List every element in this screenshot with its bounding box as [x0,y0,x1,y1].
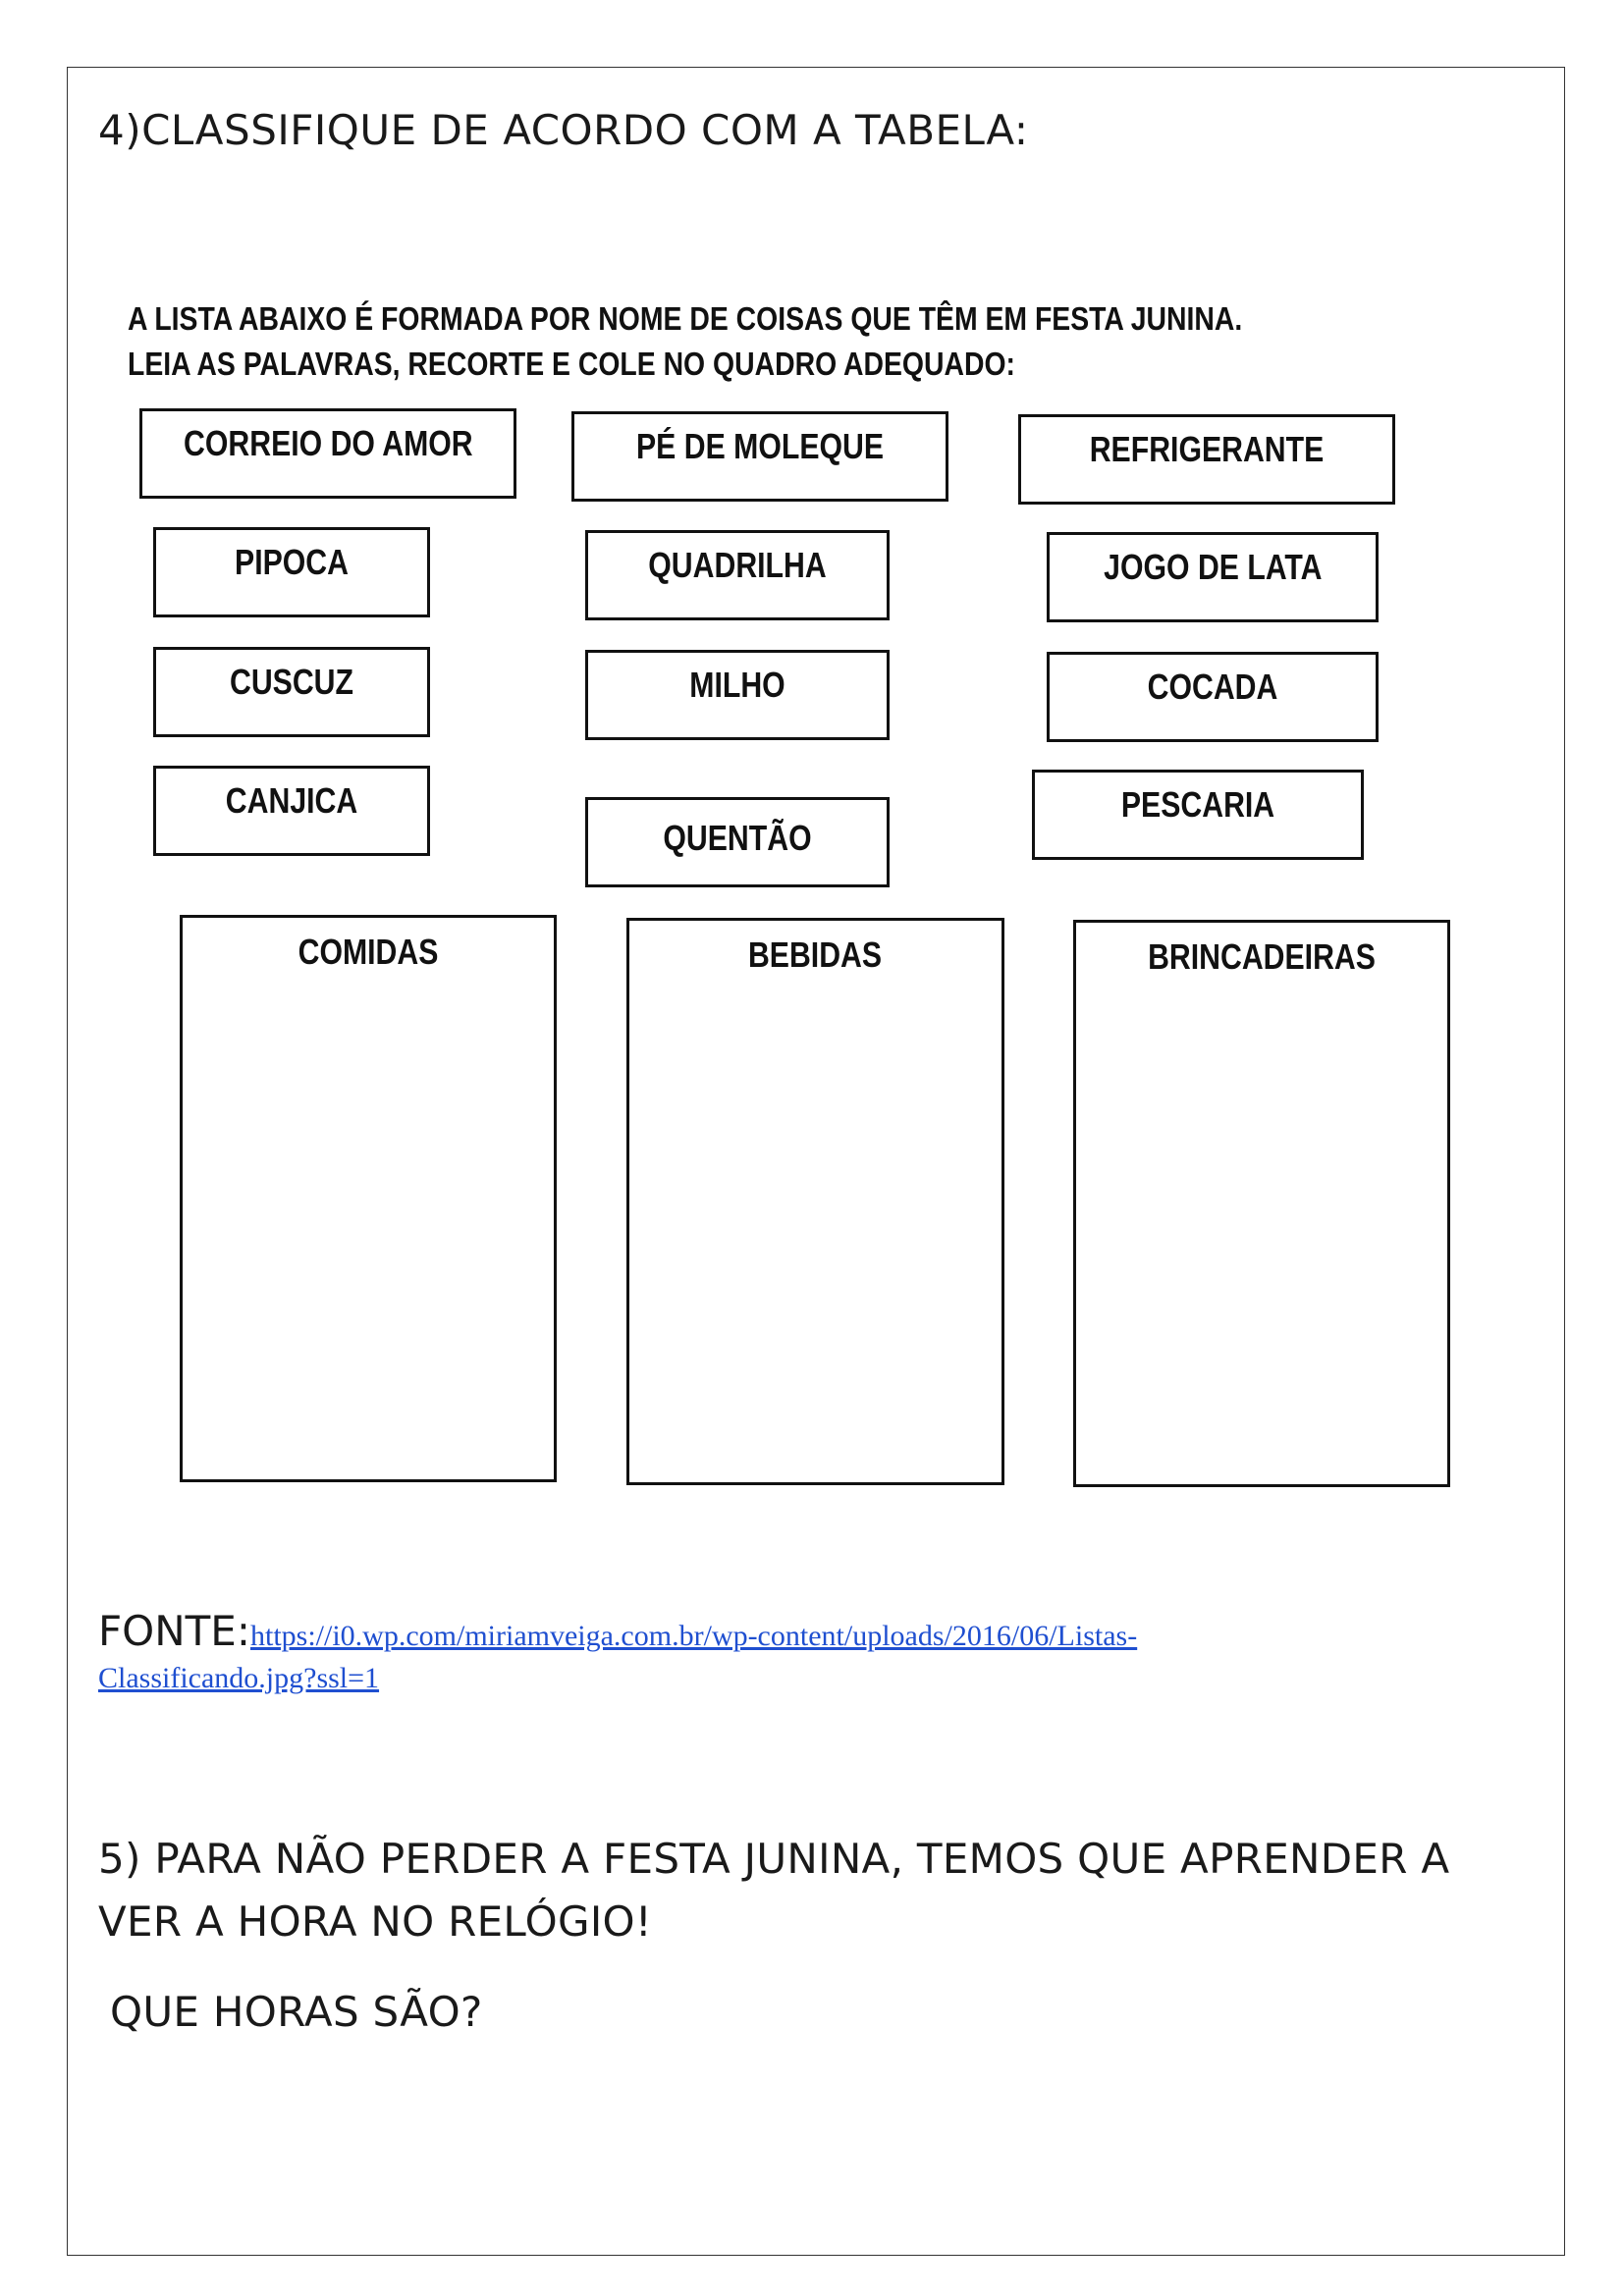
word-label: QUADRILHA [648,545,827,585]
category-label: BEBIDAS [748,934,883,975]
word-card-cocada[interactable] [1047,652,1379,742]
word-label: CANJICA [225,780,358,821]
word-card-quentao[interactable] [585,797,890,887]
word-label: MILHO [689,665,785,705]
category-label: COMIDAS [298,932,439,972]
source-link-line-1[interactable]: https://i0.wp.com/miriamveiga.com.br/wp-content/uploads/2016/06/Listas- [249,1620,1138,1652]
instruction-line-1: A LISTA ABAIXO É FORMADA POR NOME DE COISAS QUE TÊM EM FESTA JUNINA. [128,300,1243,337]
word-card-jogo-de-lata[interactable] [1047,532,1379,622]
word-card-quadrilha[interactable] [585,530,890,620]
category-box-bebidas[interactable] [626,918,1004,1485]
source-label: FONTE: [98,1607,250,1655]
word-label: CORREIO DO AMOR [183,423,473,463]
word-card-pescaria[interactable] [1032,770,1364,860]
word-label: CUSCUZ [230,662,353,702]
category-box-comidas[interactable] [180,915,557,1482]
instruction-line-2: LEIA AS PALAVRAS, RECORTE E COLE NO QUADRO ADEQUADO: [128,346,1015,382]
word-card-correio-do-amor[interactable] [139,408,516,499]
word-card-cuscuz[interactable] [153,647,430,737]
category-box-brincadeiras[interactable] [1073,920,1450,1487]
category-label: BRINCADEIRAS [1148,936,1376,977]
word-card-refrigerante[interactable] [1018,414,1395,505]
word-label: PIPOCA [235,542,349,582]
word-label: JOGO DE LATA [1103,547,1323,587]
word-card-pe-de-moleque[interactable] [571,411,948,502]
word-label: COCADA [1147,667,1278,707]
question-5-text: 5) PARA NÃO PERDER A FESTA JUNINA, TEMOS QUE APRENDER A VER A HORA NO RELÓGIO! [98,1835,1450,1946]
word-card-pipoca[interactable] [153,527,430,617]
source-link-line-2[interactable]: Classificando.jpg?ssl=1 [98,1662,380,1694]
word-label: REFRIGERANTE [1089,429,1325,469]
word-card-milho[interactable] [585,650,890,740]
word-label: PÉ DE MOLEQUE [635,426,885,466]
word-label: PESCARIA [1120,784,1275,825]
question-5-subtext: QUE HORAS SÃO? [110,1988,483,2036]
question-4-title: 4)CLASSIFIQUE DE ACORDO COM A TABELA: [98,106,1029,154]
word-card-canjica[interactable] [153,766,430,856]
source-citation [98,1607,1492,1702]
word-label: QUENTÃO [663,818,812,858]
instructions [128,296,1284,387]
